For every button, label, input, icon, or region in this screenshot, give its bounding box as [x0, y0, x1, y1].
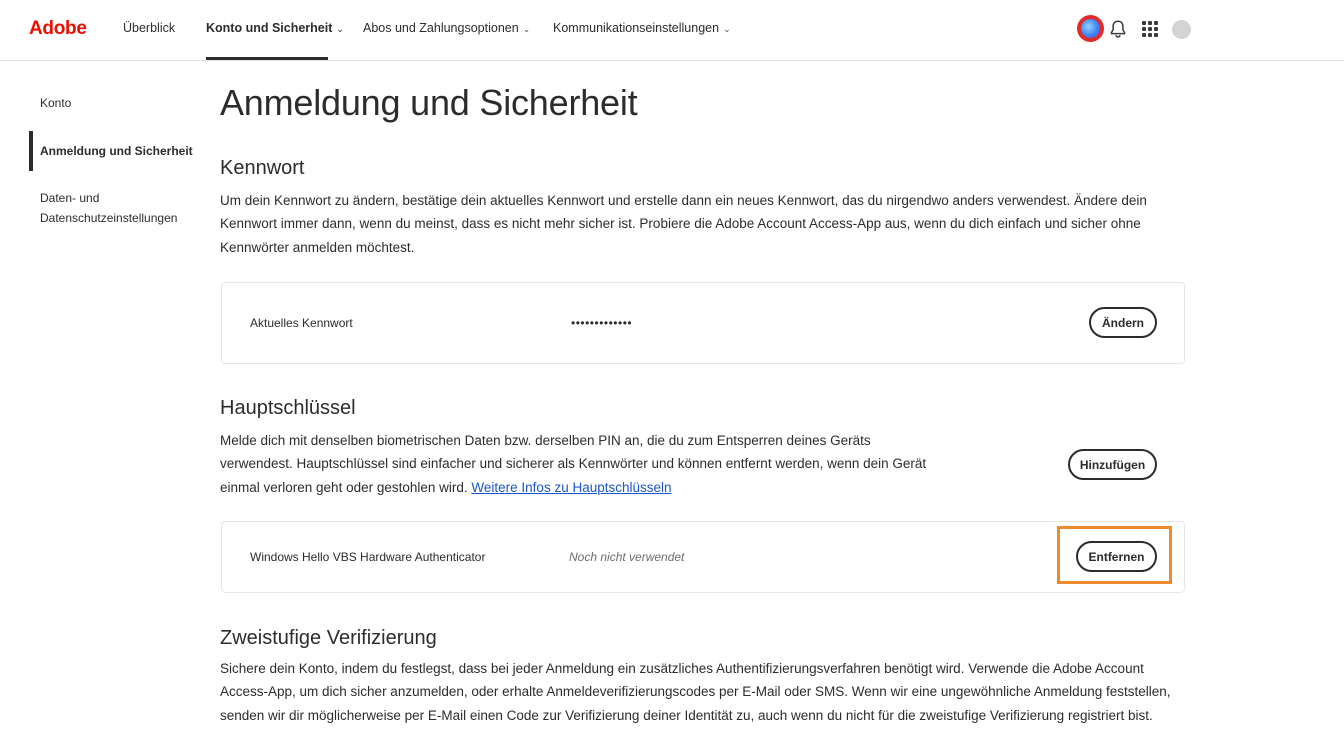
current-password-label: Aktuelles Kennwort: [250, 316, 353, 330]
passkeys-description-text: Melde dich mit denselben biometrischen Daten bzw. derselben PIN an, die du zum Entsperren deines Geräts verwendest. Hauptschlüssel sind einfacher und sicherer als Kennwörter und können entfernt werden, wenn dein Gerät einmal verloren geht oder gestohlen wird.: [220, 433, 927, 495]
passkeys-more-info-link[interactable]: Weitere Infos zu Hauptschlüsseln: [471, 479, 672, 495]
avatar-icon[interactable]: [1077, 15, 1104, 42]
two-step-description: Sichere dein Konto, indem du festlegst, dass bei jeder Anmeldung ein zusätzliches Authentifizierungsverfahren benötigt wird. Verwende die Adobe Account Access-App, um dich sicher anzumelden, oder erhalte Anmeldeverifizierungscodes per E-Mail oder SMS. Wenn wir eine ungewöhnliche Anmeldung feststellen, senden wir dir möglicherweise per E-Mail einen Code zur Verifizierung deiner Identität zu, auch wenn du nicht für die zweistufige Verifizierung registriert bist.: [220, 661, 1171, 723]
chevron-down-icon: ⌄: [723, 23, 731, 34]
current-password-card: [221, 282, 1185, 364]
sidebar-item-label: Konto: [40, 96, 72, 110]
passkey-name: Windows Hello VBS Hardware Authenticator: [250, 550, 486, 564]
nav-label: Kommunikationseinstellungen: [553, 21, 720, 35]
nav-overview[interactable]: [123, 21, 175, 35]
profile-icon[interactable]: [1172, 20, 1191, 39]
change-password-button[interactable]: Ändern: [1089, 307, 1157, 338]
nav-account-security[interactable]: [206, 21, 344, 35]
apps-grid-icon[interactable]: [1142, 21, 1158, 37]
sidebar-item-label: Datenschutzeinstellungen: [40, 211, 178, 225]
add-passkey-button[interactable]: Hinzufügen: [1068, 449, 1157, 480]
sidebar-item-label: Daten- und: [40, 191, 100, 205]
sidebar-item-label: Anmeldung und Sicherheit: [40, 144, 193, 158]
nav-communication-settings[interactable]: [553, 21, 731, 35]
nav-label: Überblick: [123, 21, 176, 35]
nav-label: Abos und Zahlungsoptionen: [363, 21, 519, 35]
active-nav-indicator: [206, 57, 328, 60]
sidebar-active-indicator: [29, 131, 33, 171]
masked-password: •••••••••••••: [571, 316, 633, 330]
password-description: Um dein Kennwort zu ändern, bestätige dein aktuelles Kennwort und erstelle dann ein neues Kennwort, das du nirgendwo anders verwendest. Ändere dein Kennwort immer dann, wenn du meinst, dass es nicht mehr sicher ist. Probiere die Adobe Account Access-App aus, wenn du dich einfach und sicher ohne Kennwörter anmelden möchtest.: [220, 193, 1147, 255]
nav-label: Konto und Sicherheit: [206, 21, 333, 35]
chevron-down-icon: ⌄: [336, 23, 344, 34]
passkeys-description: [220, 429, 935, 499]
chevron-down-icon: ⌄: [522, 23, 531, 34]
passkey-last-used: Noch nicht verwendet: [569, 550, 685, 564]
adobe-logo[interactable]: Adobe: [29, 18, 87, 39]
bell-icon[interactable]: [1109, 19, 1127, 39]
passkeys-heading: Hauptschlüssel: [220, 397, 356, 419]
passkey-card: [221, 521, 1185, 593]
sidebar-item-account[interactable]: [40, 93, 71, 113]
remove-passkey-button[interactable]: Entfernen: [1076, 541, 1157, 572]
highlight-box: [1057, 526, 1172, 584]
password-heading: Kennwort: [220, 157, 305, 179]
sidebar-item-privacy[interactable]: [40, 188, 177, 228]
page-title: Anmeldung und Sicherheit: [220, 82, 638, 123]
top-navigation: [0, 0, 1344, 61]
sidebar-item-sign-in-security[interactable]: [40, 141, 193, 161]
two-step-heading: Zweistufige Verifizierung: [220, 627, 437, 649]
avatar-image: [1081, 19, 1100, 38]
nav-plans-payment[interactable]: [363, 21, 530, 35]
